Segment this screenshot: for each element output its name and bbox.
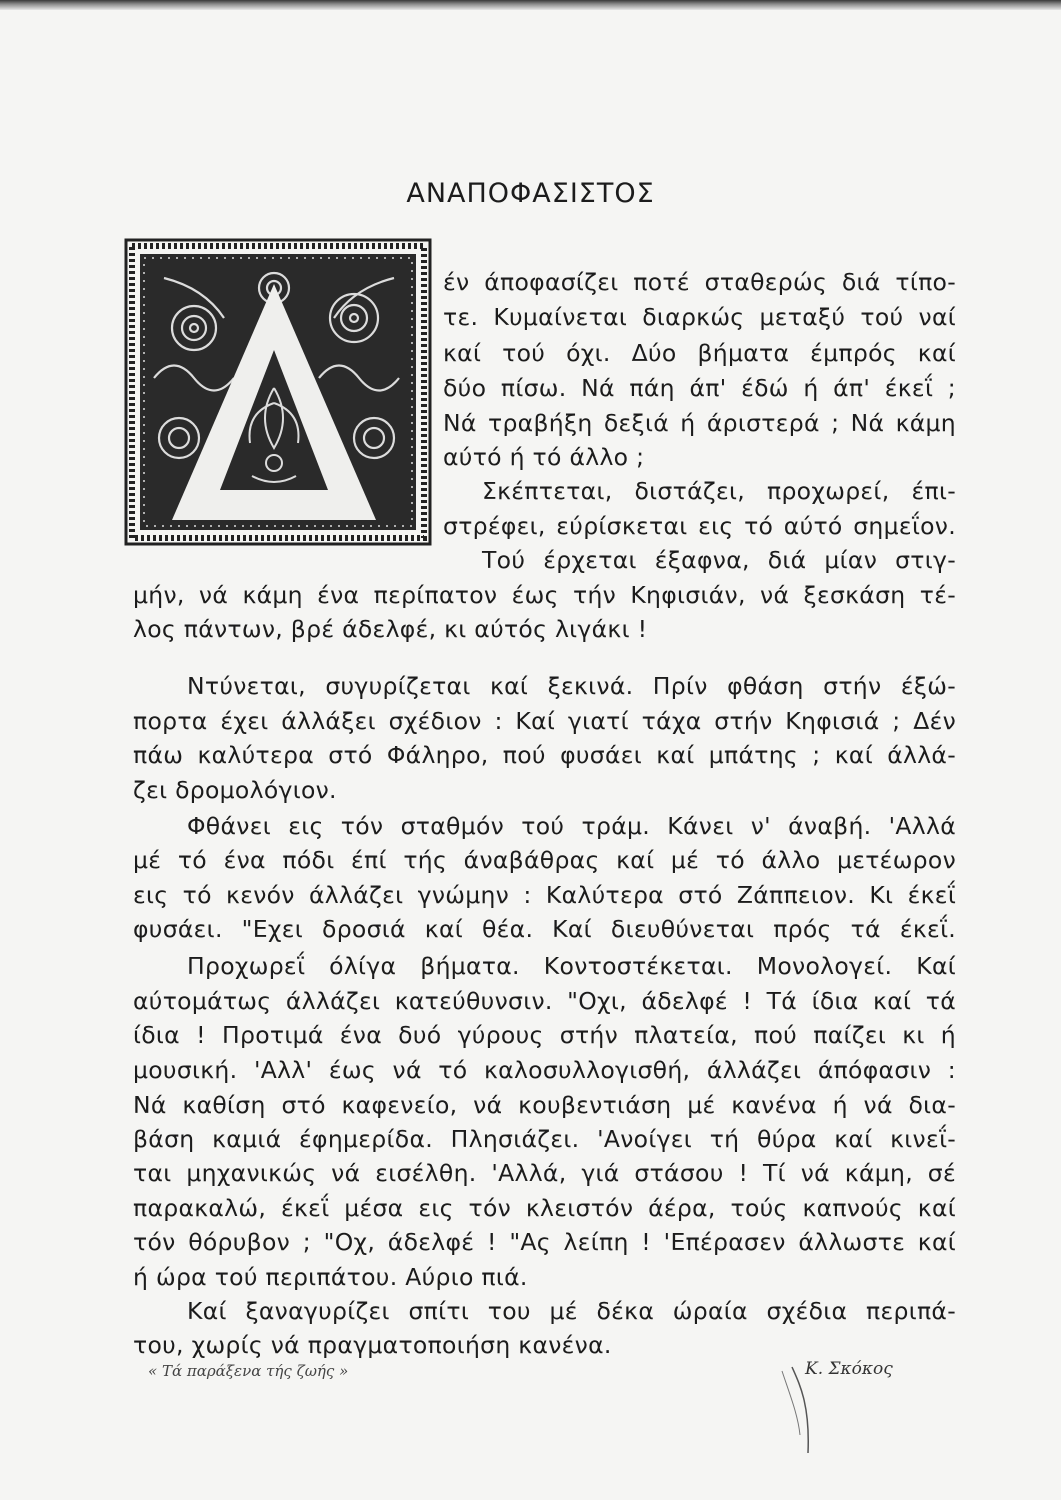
text-line-18: εις τό κενόν άλλάζει γνώμην : Καλύτερα στό Ζάππειον. Κι έκεΐ <box>133 881 956 909</box>
text-line-6: αύτό ή τό άλλο ; <box>443 443 645 471</box>
page-title: ΑΝΑΠΟΦΑΣΙΣΤΟΣ <box>406 178 655 209</box>
text-line-11: λος πάντων, βρέ άδελφέ, κι αύτός λιγάκι ! <box>133 615 648 643</box>
text-line-30: Καί ξαναγυρίζει σπίτι του μέ δέκα ώραία σχέδια περιπά- <box>187 1297 956 1325</box>
text-line-16: Φθάνει εις τόν σταθμόν τού τράμ. Κάνει ν' άναβή. 'Αλλά <box>187 812 956 840</box>
text-line-27: παρακαλώ, έκεΐ μέσα εις τόν κλειστόν άέρα, τούς καπνούς καί <box>133 1194 956 1222</box>
text-line-17: μέ τό ένα πόδι έπί τής άναβάθρας καί μέ τό άλλο μετέωρον <box>133 846 956 874</box>
text-line-1: έν άποφασίζει ποτέ σταθερώς διά τίπο- <box>443 268 956 296</box>
text-line-13: πορτα έχει άλλάξει σχέδιον : Καί γιατί τάχα στήν Κηφισιά ; Δέν <box>133 707 956 735</box>
author-signature: Κ. Σκόκος <box>805 1359 893 1379</box>
source-citation: « Τά παράξενα τής ζωής » <box>148 1362 349 1380</box>
text-line-9: Τού έρχεται έξαφνα, διά μίαν στιγ- <box>482 546 956 574</box>
text-line-15: ζει δρομολόγιον. <box>133 776 337 804</box>
text-line-3: καί τού όχι. Δύο βήματα έμπρός καί <box>443 339 956 367</box>
text-line-8: στρέφει, εύρίσκεται εις τό αύτό σημεΐον. <box>443 512 956 540</box>
text-line-4: δύο πίσω. Νά πάη άπ' έδώ ή άπ' έκεΐ ; <box>443 374 956 402</box>
text-line-31: του, χωρίς νά πραγματοποιήση κανένα. <box>133 1331 612 1359</box>
text-line-24: Νά καθίση στό καφενείο, νά κουβεντιάση μέ κανένα ή νά δια- <box>133 1091 956 1119</box>
text-line-25: βάση καμιά έφημερίδα. Πλησιάζει. 'Ανοίγει τή θύρα καί κινεΐ- <box>133 1125 956 1153</box>
text-line-21: αύτομάτως άλλάζει κατεύθυνσιν. "Οχι, άδελφέ ! Τά ίδια καί τά <box>133 987 956 1015</box>
text-line-5: Νά τραβήξη δεξιά ή άριστερά ; Νά κάμη <box>443 409 956 437</box>
text-line-14: πάω καλύτερα στό Φάληρο, πού φυσάει καί μπάτης ; καί άλλά- <box>133 741 956 769</box>
pencil-mark <box>770 1365 830 1455</box>
text-line-10: μήν, νά κάμη ένα περίπατον έως τήν Κηφισιάν, νά ξεσκάση τέ- <box>133 581 956 609</box>
text-line-7: Σκέπτεται, διστάζει, προχωρεί, έπι- <box>482 477 956 505</box>
text-line-2: τε. Κυμαίνεται διαρκώς μεταξύ τού ναί <box>443 303 956 331</box>
text-line-20: Προχωρεΐ όλίγα βήματα. Κοντοστέκεται. Μονολογεί. Καί <box>187 952 956 980</box>
text-line-22: ίδια ! Προτιμά ένα δυό γύρους στήν πλατεία, πού παίζει κι ή <box>133 1021 956 1049</box>
text-line-23: μουσική. 'Αλλ' έως νά τό καλοσυλλογισθή, άλλάζει άπόφασιν : <box>133 1056 956 1084</box>
decorative-initial-delta <box>124 238 432 546</box>
text-line-26: ται μηχανικώς νά εισέλθη. 'Αλλά, γιά στάσου ! Τί νά κάμη, σέ <box>133 1159 956 1187</box>
text-line-29: ή ώρα τού περιπάτου. Αύριο πιά. <box>133 1263 528 1291</box>
text-line-19: φυσάει. "Εχει δροσιά καί θέα. Καί διευθύνεται πρός τά έκεΐ. <box>133 915 956 943</box>
text-line-28: τόν θόρυβον ; "Οχ, άδελφέ ! "Ας λείπη ! 'Επέρασεν άλλωστε καί <box>133 1228 956 1256</box>
text-line-12: Ντύνεται, συγυρίζεται καί ξεκινά. Πρίν φθάση στήν έξώ- <box>187 672 956 700</box>
